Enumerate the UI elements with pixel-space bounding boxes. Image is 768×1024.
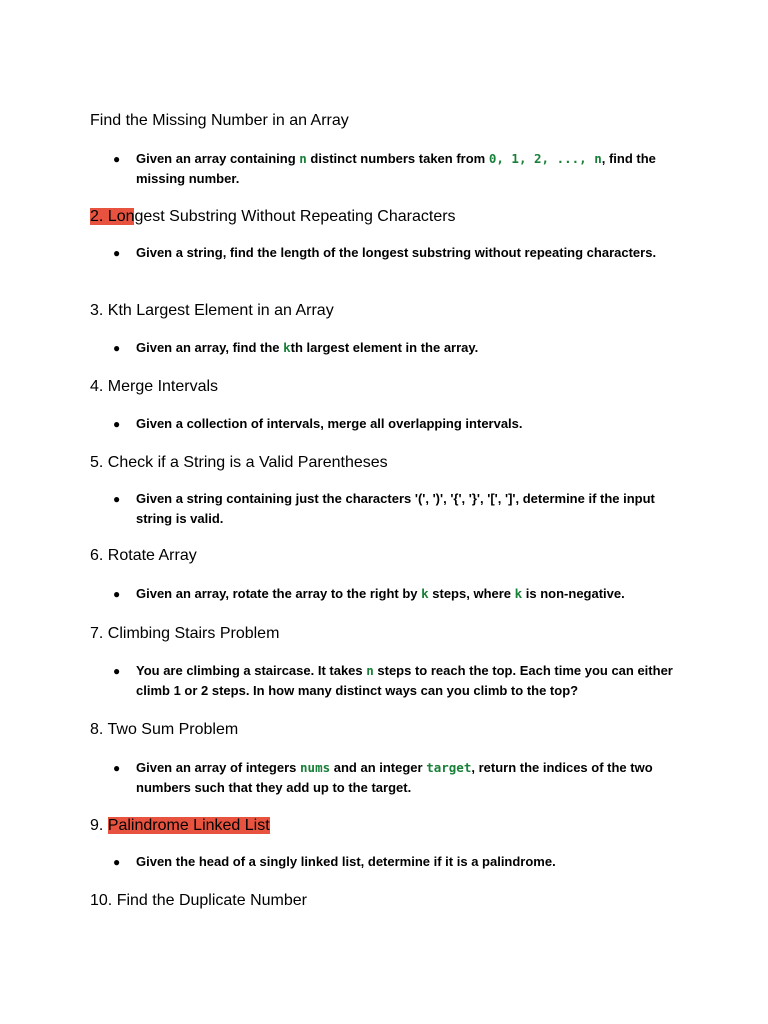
bullet-text: Given a string, find the length of the longest substring without repeating characters. [136, 245, 657, 260]
bullet-text: Given an array of integers nums and an integer target, return the indices of the two numbers such that they add up to the target. [136, 760, 653, 795]
inline-code: n [299, 151, 307, 166]
section-heading: Find the Missing Number in an Array [90, 112, 349, 129]
bullet-item [113, 584, 673, 604]
bullet-item [113, 489, 673, 529]
bullet-dot: ● [113, 855, 121, 869]
bullet-text: Given a string containing just the characters '(', ')', '{', '}', '[', ']', determine if the input string is valid. [136, 491, 655, 526]
inline-code: k [514, 586, 523, 601]
section-heading: 10. Find the Duplicate Number [90, 892, 307, 909]
bullet-item [113, 149, 673, 189]
bullet-dot: ● [113, 341, 121, 355]
inline-code: n [366, 663, 374, 678]
bullet-item [113, 414, 673, 434]
highlighted-text: 2. Lon [90, 208, 135, 225]
bullet-text: Given an array containing n distinct numbers taken from 0, 1, 2, ..., n, find the missing number. [136, 151, 656, 186]
section-heading: 3. Kth Largest Element in an Array [90, 302, 334, 319]
bullet-dot: ● [113, 587, 121, 601]
inline-code: k [421, 586, 429, 601]
bullet-item [113, 338, 673, 358]
section-heading: 4. Merge Intervals [90, 378, 219, 395]
bullet-dot: ● [113, 761, 121, 775]
bullet-text: Given a collection of intervals, merge all overlapping intervals. [136, 416, 523, 431]
bullet-item [113, 852, 673, 872]
inline-code: nums [300, 760, 331, 775]
bullet-dot: ● [113, 246, 121, 260]
inline-code: k [283, 340, 291, 355]
highlighted-text: Palindrome Linked List [107, 817, 270, 834]
section-heading: 8. Two Sum Problem [90, 721, 239, 738]
bullet-text: Given the head of a singly linked list, determine if it is a palindrome. [136, 854, 556, 869]
inline-code: 0, 1, 2, ..., n [488, 151, 602, 166]
bullet-dot: ● [113, 492, 121, 506]
bullet-text: You are climbing a staircase. It takes n steps to reach the top. Each time you can either climb 1 or 2 steps. In how many distinct ways can you climb to the top? [136, 663, 673, 698]
section-heading: 7. Climbing Stairs Problem [90, 625, 280, 642]
section-heading: 5. Check if a String is a Valid Parentheses [90, 454, 388, 471]
bullet-item [113, 661, 673, 701]
bullet-item [113, 758, 673, 798]
bullet-text: Given an array, find the kth largest element in the array. [136, 340, 479, 355]
inline-code: target [426, 760, 472, 775]
bullet-text: Given an array, rotate the array to the right by k steps, where k is non-negative. [136, 586, 625, 601]
bullet-dot: ● [113, 664, 121, 678]
bullet-item [113, 243, 673, 263]
bullet-dot: ● [113, 152, 121, 166]
bullet-dot: ● [113, 417, 121, 431]
section-heading: 9. Palindrome Linked List [90, 817, 270, 834]
section-heading: 2. Longest Substring Without Repeating Characters [90, 208, 456, 225]
section-heading: 6. Rotate Array [90, 547, 197, 564]
